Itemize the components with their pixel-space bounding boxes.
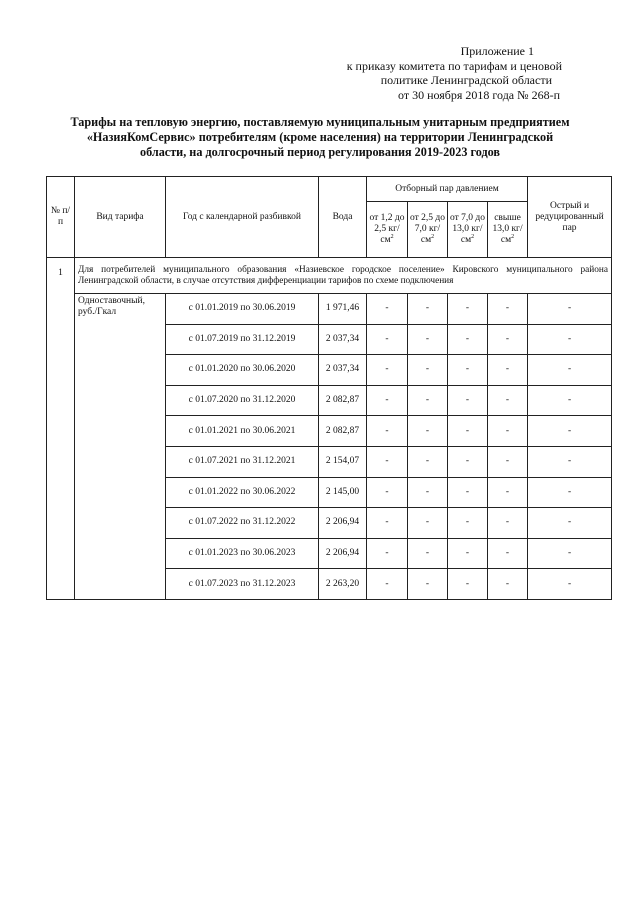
- steam-4-cell: -: [488, 538, 528, 569]
- water-price-cell: 2 082,87: [319, 416, 367, 447]
- steam-1-cell: -: [367, 446, 408, 477]
- steam-1-cell: -: [367, 294, 408, 325]
- steam-3-cell: -: [448, 446, 488, 477]
- sharp-steam-cell: -: [528, 416, 612, 447]
- period-cell: с 01.01.2020 по 30.06.2020: [166, 355, 319, 386]
- steam-1-cell: -: [367, 569, 408, 600]
- steam-1-cell: -: [367, 416, 408, 447]
- steam-1-cell: -: [367, 477, 408, 508]
- steam-4-cell: -: [488, 416, 528, 447]
- sharp-steam-cell: -: [528, 385, 612, 416]
- water-price-cell: 2 145,00: [319, 477, 367, 508]
- period-cell: с 01.07.2021 по 31.12.2021: [166, 446, 319, 477]
- water-price-cell: 2 037,34: [319, 324, 367, 355]
- header-tariff-type: Вид тарифа: [75, 177, 166, 258]
- steam-4-cell: -: [488, 385, 528, 416]
- steam-1-cell: -: [367, 355, 408, 386]
- steam-4-cell: -: [488, 324, 528, 355]
- steam-3-cell: -: [448, 538, 488, 569]
- steam-3-cell: -: [448, 385, 488, 416]
- steam-2-cell: -: [408, 294, 448, 325]
- water-price-cell: 2 082,87: [319, 385, 367, 416]
- appendix-line-1: Приложение 1: [460, 44, 534, 58]
- water-price-cell: 2 263,20: [319, 569, 367, 600]
- title-line-1: Тарифы на тепловую энергию, поставляемую муниципальным унитарным предприятием: [70, 115, 570, 129]
- tariff-table: [46, 176, 612, 600]
- period-cell: с 01.01.2023 по 30.06.2023: [166, 538, 319, 569]
- sharp-steam-cell: -: [528, 324, 612, 355]
- steam-1-cell: -: [367, 538, 408, 569]
- steam-2-cell: -: [408, 385, 448, 416]
- steam-2-cell: -: [408, 355, 448, 386]
- steam-3-cell: -: [448, 355, 488, 386]
- water-price-cell: 1 971,46: [319, 294, 367, 325]
- sharp-steam-cell: -: [528, 508, 612, 539]
- steam-4-cell: -: [488, 355, 528, 386]
- steam-4-cell: -: [488, 446, 528, 477]
- water-price-cell: 2 154,07: [319, 446, 367, 477]
- header-steam-1: от 1,2 до 2,5 $кг/см^2$: [367, 202, 408, 258]
- steam-2-cell: -: [408, 508, 448, 539]
- steam-4-cell: -: [488, 569, 528, 600]
- steam-2-cell: -: [408, 477, 448, 508]
- steam-4-cell: -: [488, 508, 528, 539]
- header-steam-3: от 7,0 до 13,0 $кг/см^2$: [448, 202, 488, 258]
- water-price-cell: 2 206,94: [319, 538, 367, 569]
- water-price-cell: 2 206,94: [319, 508, 367, 539]
- period-cell: с 01.07.2019 по 31.12.2019: [166, 324, 319, 355]
- header-water: Вода: [319, 177, 367, 258]
- steam-4-cell: -: [488, 477, 528, 508]
- appendix-header: [302, 44, 562, 102]
- header-steam-group: Отборный пар давлением: [367, 177, 528, 202]
- period-cell: с 01.01.2022 по 30.06.2022: [166, 477, 319, 508]
- sharp-steam-cell: -: [528, 294, 612, 325]
- header-sharp-steam: Острый и редуцированный пар: [528, 177, 612, 258]
- appendix-line-4: от 30 ноября 2018 года № 268-п: [398, 87, 560, 102]
- table-row: [47, 294, 612, 325]
- period-cell: с 01.01.2019 по 30.06.2019: [166, 294, 319, 325]
- header-num: № п/п: [47, 177, 75, 258]
- sharp-steam-cell: -: [528, 446, 612, 477]
- steam-1-cell: -: [367, 508, 408, 539]
- sharp-steam-cell: -: [528, 477, 612, 508]
- steam-4-cell: -: [488, 294, 528, 325]
- header-steam-2: от 2,5 до 7,0 $кг/см^2$: [408, 202, 448, 258]
- period-cell: с 01.07.2022 по 31.12.2022: [166, 508, 319, 539]
- steam-3-cell: -: [448, 294, 488, 325]
- consumer-description: Для потребителей муниципального образования «Назиевское городское поселение» Кировского муниципального района Ленинградской области, в случае отсутствия дифференциации тарифов по схеме подключения: [75, 258, 612, 294]
- steam-3-cell: -: [448, 569, 488, 600]
- steam-3-cell: -: [448, 416, 488, 447]
- steam-2-cell: -: [408, 416, 448, 447]
- steam-1-cell: -: [367, 385, 408, 416]
- tariff-type-cell: Одноставочный, руб./Гкал: [75, 294, 166, 600]
- steam-3-cell: -: [448, 324, 488, 355]
- steam-2-cell: -: [408, 538, 448, 569]
- steam-3-cell: -: [448, 477, 488, 508]
- appendix-line-3: политике Ленинградской области: [380, 73, 552, 87]
- header-year-breakdown: Год с календарной разбивкой: [166, 177, 319, 258]
- title-line-3: области, на долгосрочный период регулирования 2019-2023 годов: [139, 145, 501, 159]
- document-title: [50, 115, 590, 160]
- sharp-steam-cell: -: [528, 569, 612, 600]
- steam-2-cell: -: [408, 446, 448, 477]
- steam-3-cell: -: [448, 508, 488, 539]
- period-cell: с 01.07.2023 по 31.12.2023: [166, 569, 319, 600]
- steam-2-cell: -: [408, 569, 448, 600]
- consumer-row: [47, 258, 612, 294]
- group-number: 1: [47, 258, 75, 600]
- period-cell: с 01.01.2021 по 30.06.2021: [166, 416, 319, 447]
- period-cell: с 01.07.2020 по 31.12.2020: [166, 385, 319, 416]
- water-price-cell: 2 037,34: [319, 355, 367, 386]
- sharp-steam-cell: -: [528, 355, 612, 386]
- header-steam-4: свыше 13,0 $кг/см^2$: [488, 202, 528, 258]
- steam-2-cell: -: [408, 324, 448, 355]
- title-line-2: «НазияКомСервис» потребителям (кроме населения) на территории Ленинградской: [86, 130, 554, 144]
- steam-1-cell: -: [367, 324, 408, 355]
- appendix-line-2: к приказу комитета по тарифам и ценовой: [346, 58, 562, 73]
- sharp-steam-cell: -: [528, 538, 612, 569]
